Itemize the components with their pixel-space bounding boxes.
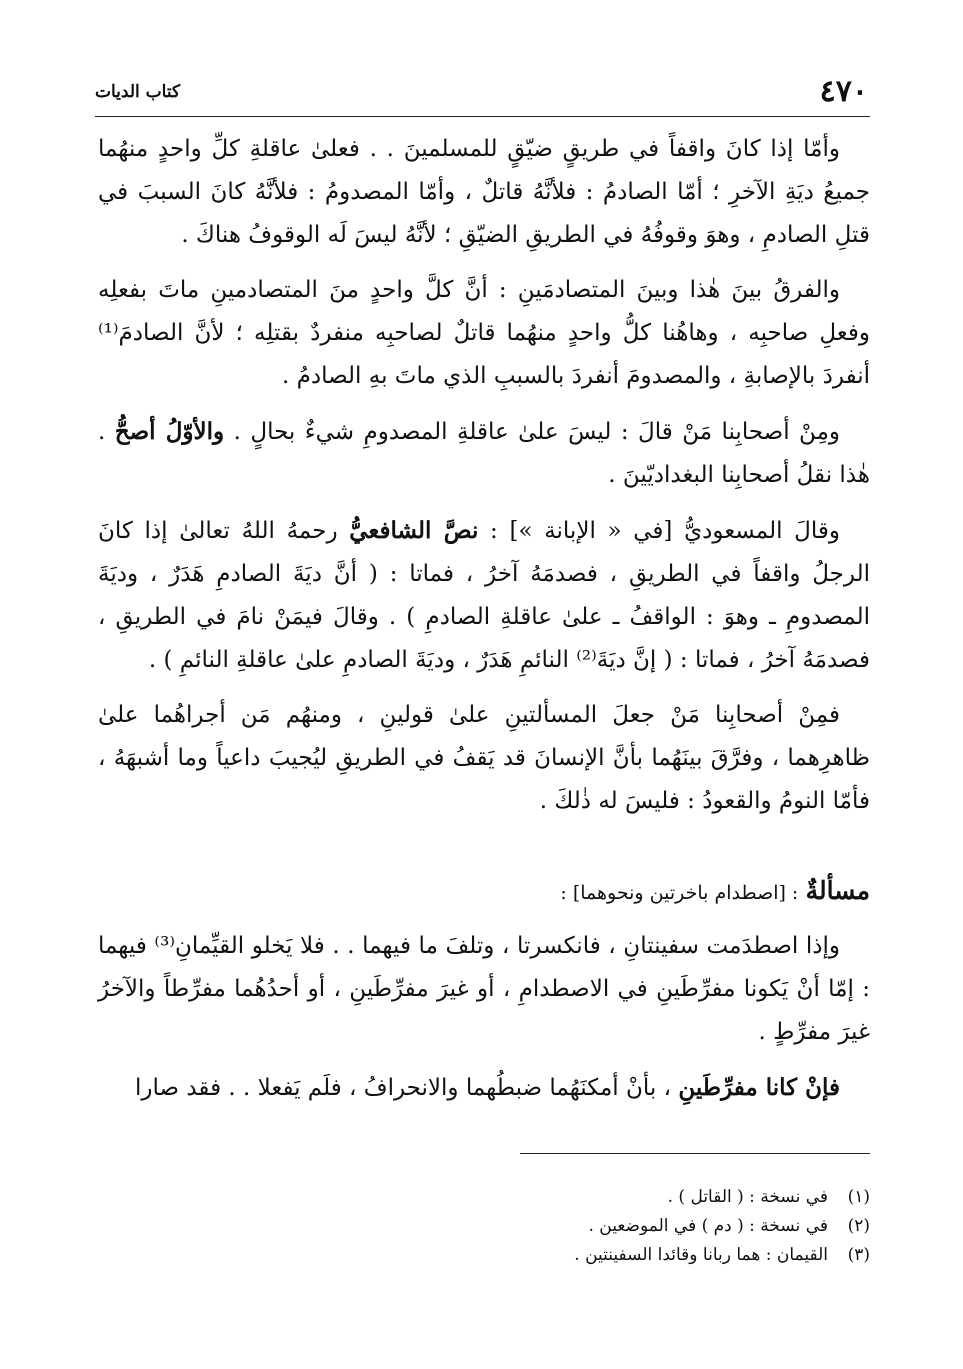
running-title: كتاب الديات — [95, 82, 181, 102]
footnotes — [400, 1183, 870, 1270]
footnote-3-text: القيمان : هما ربانا وقائدا السفينتين . — [574, 1245, 828, 1265]
footnote-2-text: في نسخة : ( دم ) في الموضعين . — [588, 1216, 828, 1236]
page-number: ٤٧٠ — [819, 74, 868, 109]
footnote-1-number: (١) — [847, 1187, 870, 1207]
footnote-3 — [400, 1241, 870, 1270]
paragraph-6: وإذا اصطدَمت سفينتانِ ، فانكسرتا ، وتلفَ ما فيهما . . فلا يَخلو القيِّمانِ⁽³⁾ فيهما : إمّا أنْ يَكونا مفرِّطَينِ في الاصطدامِ ، أو غيرَ مفرِّطَينِ ، أو أحدُهُما مفرِّطاً والآخرُ غيرَ مفرِّطٍ . — [98, 933, 870, 1045]
footnote-3-number: (٣) — [847, 1245, 870, 1265]
footnote-rule — [520, 1153, 870, 1154]
paragraph-3 — [98, 410, 870, 497]
paragraph-1: وأمّا إذا كانَ واقفاً في طريقٍ ضيّقٍ للمسلمينَ . . فعلىٰ عاقلةِ كلِّ واحدٍ منهُما جميعُ ديَةِ الآخرِ ؛ أمّا الصادمُ : فلأنَّهُ قاتلٌ ، وأمّا المصدومُ : فلأنَّهُ كانَ السببَ في قتلِ الصادمِ ، وهوَ وقوفُهُ في الطريقِ الضيّقِ ؛ لأنَّهُ ليسَ لَه الوقوفُ هناكَ . — [98, 136, 870, 248]
paragraph-3-bold: والأوّلُ أصحُّ — [114, 418, 225, 445]
footnote-2-number: (٢) — [847, 1216, 870, 1236]
section-heading — [98, 869, 870, 915]
footnote-2 — [400, 1212, 870, 1241]
header-rule — [95, 116, 870, 117]
paragraph-4-text-a: وقالَ المسعوديُّ [في « الإبانة »] : — [478, 518, 841, 544]
section-title: : [اصطدام باخرتين ونحوهما] : — [560, 882, 799, 904]
section-label: مسألةٌ — [805, 876, 870, 905]
paragraph-5: فمِنْ أصحابِنا مَنْ جعلَ المسألتينِ علىٰ قولينِ ، ومنهُم مَن أجراهُما علىٰ ظاهرِهما ، وفرَّقَ بينَهُما بأنَّ الإنسانَ قد يَقفُ في الطريقِ ليُجيبَ داعياً وما أشبهَهُ ، فأمّا النومُ والقعودُ : فليسَ له ذٰلكَ . — [98, 702, 870, 814]
main-text — [98, 128, 870, 1122]
paragraph-7 — [98, 1066, 870, 1110]
paragraph-7-text: ، بأنْ أمكنَهُما ضبطُهما والانحرافُ ، فلَم يَفعلا . . فقد صارا — [135, 1075, 679, 1101]
paragraph-4 — [98, 509, 870, 682]
footnote-1-text: في نسخة : ( القاتل ) . — [667, 1187, 828, 1207]
section-gap — [98, 835, 870, 869]
page-header — [95, 72, 868, 112]
paragraph-3-text-b: . هٰذا نقلُ أصحابِنا البغداديّينَ . — [98, 419, 870, 488]
paragraph-4-bold: نصَّ الشافعيُّ — [349, 517, 479, 544]
paragraph-2: والفرقُ بينَ هٰذا وبينَ المتصادمَينِ : أنَّ كلَّ واحدٍ منَ المتصادمينِ ماتَ بفعلِه وفعلِ صاحبِه ، وهاهُنا كلُّ واحدٍ منهُما قاتلٌ لصاحبِه منفردٌ بقتلِه ؛ لأنَّ الصادمَ⁽¹⁾ أنفردَ بالإصابةِ ، والمصدومَ أنفردَ بالسببِ الذي ماتَ بهِ الصادمُ . — [98, 277, 870, 389]
footnote-1 — [400, 1183, 870, 1212]
paragraph-4-text-b: رحمهُ اللهُ تعالىٰ إذا كانَ الرجلُ واقفاً في الطريقِ ، فصدمَهُ آخرُ ، فماتا : ( أنَّ ديَةَ الصادمِ هَدَرٌ ، وديَةَ المصدومِ ـ وهوَ : الواقفُ ـ علىٰ عاقلةِ الصادمِ ) . وقالَ فيمَنْ نامَ في الطريقِ ، فصدمَهُ آخرُ ، فماتا : ( إنَّ ديَةَ⁽²⁾ النائمِ هَدَرٌ ، وديَةَ الصادمِ علىٰ عاقلةِ النائمِ ) . — [98, 518, 870, 673]
paragraph-7-bold: فإنْ كانا مفرِّطَينِ — [678, 1074, 840, 1101]
paragraph-3-text-a: ومِنْ أصحابِنا مَنْ قالَ : ليسَ علىٰ عاقلةِ المصدومِ شيءٌ بحالٍ . — [224, 419, 840, 445]
